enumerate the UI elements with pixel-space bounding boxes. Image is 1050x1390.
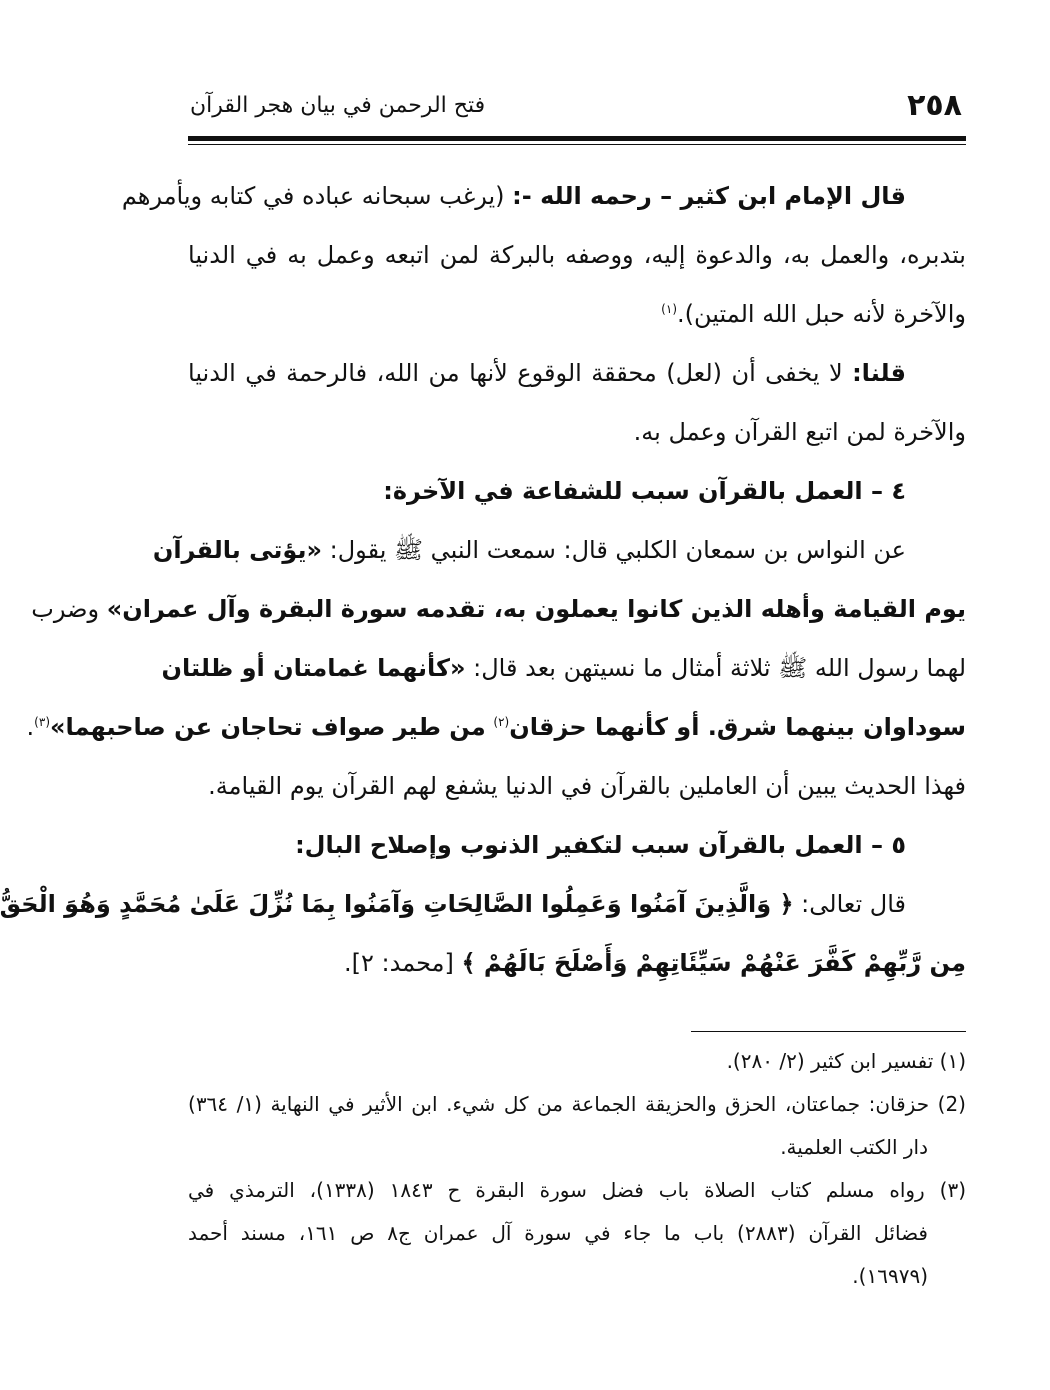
footnote-ref-1: (١) <box>661 302 677 316</box>
paragraph-3-line-1: عن النواس بن سمعان الكلبي قال: سمعت النبي ﷺ يقول: «يؤتى بالقرآن <box>152 536 906 564</box>
header-rule-thick <box>188 136 966 141</box>
footnote-3-line-3: (١٦٩٧٩). <box>852 1264 928 1288</box>
running-title: فتح الرحمن في بيان هجر القرآن <box>190 93 486 118</box>
footnote-ref-3: (٣) <box>34 715 50 729</box>
footnote-2-line-2: دار الكتب العلمية. <box>780 1135 928 1159</box>
paragraph-1-line-2: بتدبره، والعمل به، والدعوة إليه، ووصفه بالبركة لمن اتبعه وعمل به في الدنيا <box>188 241 966 269</box>
paragraph-2-line-2: والآخرة لمن اتبع القرآن وعمل به. <box>633 418 966 446</box>
verse-citation: [محمد: ٢]. <box>344 949 454 977</box>
body-text <box>0 167 966 993</box>
paragraph-4-line-1 <box>0 875 966 934</box>
section-heading-4: ٤ – العمل بالقرآن سبب للشفاعة في الآخرة: <box>383 477 906 505</box>
page-header <box>188 86 966 126</box>
footnote-3-line-1: (٣) رواه مسلم كتاب الصلاة باب فضل سورة البقرة ح ١٨٤٣ (١٣٣٨)، الترمذي في <box>188 1178 966 1202</box>
quran-verse-part-1: ﴿ وَالَّذِينَ آمَنُوا وَعَمِلُوا الصَّالِحَاتِ وَآمَنُوا بِمَا نُزِّلَ عَلَىٰ مُحَمَّدٍ وَهُوَ الْحَقُّ <box>0 890 794 918</box>
footnote-separator <box>691 1031 966 1032</box>
paragraph-3-line-2: يوم القيامة وأهله الذين كانوا يعملون به، تقدمه سورة البقرة وآل عمران» وضرب <box>31 595 966 623</box>
page-number: ٢٥٨ <box>907 88 962 123</box>
quran-verse-part-2: مِن رَّبِّهِمْ كَفَّرَ عَنْهُمْ سَيِّئَاتِهِمْ وَأَصْلَحَ بَالَهُمْ ﴾ <box>461 949 966 977</box>
section-heading-5: ٥ – العمل بالقرآن سبب لتكفير الذنوب وإصلاح البال: <box>295 831 906 859</box>
footnote-ref-2: (٢) <box>493 715 510 729</box>
paragraph-3-line-3: لهما رسول الله ﷺ ثلاثة أمثال ما نسيتهن بعد قال: «كأنهما غمامتان أو ظلتان <box>161 654 966 682</box>
footnote-3-line-2: فضائل القرآن (٢٨٨٣) باب ما جاء في سورة آل عمران ج٨ ص ١٦١، مسند أحمد <box>188 1221 928 1245</box>
verse-lead: قال تعالى: <box>801 890 906 918</box>
footnote-2-line-1: (2) حزقان: جماعتان، الحزق والحزيقة الجماعة من كل شيء. ابن الأثير في النهاية (١/ ٣٦٤) <box>188 1092 966 1116</box>
paragraph-2-lead: قلنا: <box>852 359 906 387</box>
paragraph-4-line-2 <box>188 934 966 993</box>
footnote-1: (١) تفسير ابن كثير (٢/ ٢٨٠). <box>726 1049 966 1073</box>
paragraph-1-line-3: والآخرة لأنه حبل الله المتين).$^{(١)}$ <box>661 300 966 328</box>
paragraph-3-line-4: سوداوان بينهما شرق. أو كأنهما حزقان$^{(٢)}$ من طير صواف تحاجان عن صاحبهما»$^{(٣)}$. <box>26 713 966 741</box>
footnotes <box>188 1040 966 1298</box>
paragraph-2-line-1: قلنا: لا يخفى أن (لعل) محققة الوقوع لأنها من الله، فالرحمة في الدنيا <box>188 359 906 387</box>
paragraph-3-line-5: فهذا الحديث يبين أن العاملين بالقرآن في الدنيا يشفع لهم القرآن يوم القيامة. <box>208 772 966 800</box>
paragraph-1-line-1: قال الإمام ابن كثير – رحمه الله -: (يرغب سبحانه عباده في كتابه ويأمرهم <box>121 182 906 210</box>
header-rule-thin <box>188 144 966 145</box>
paragraph-1-lead: قال الإمام ابن كثير – رحمه الله -: <box>512 182 906 210</box>
